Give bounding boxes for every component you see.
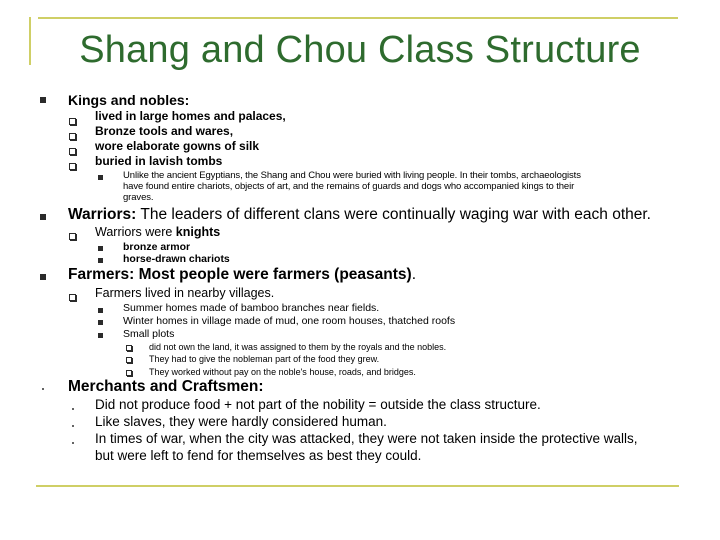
farmers-heading	[68, 266, 416, 284]
frame-top-line	[38, 17, 678, 19]
warriors-heading-bold: Warriors:	[68, 206, 137, 223]
bullet-dot-icon	[72, 408, 74, 410]
farmers-subitem: did not own the land, it was assigned to them by the royals and the nobles.	[149, 342, 447, 352]
warriors-heading-rest: The leaders of different clans were continually waging war with each other.	[136, 206, 651, 223]
bullet-square-icon	[98, 175, 103, 180]
checkbox-bullet-icon	[126, 370, 132, 376]
farmers-item: Winter homes in village made of mud, one room houses, thatched roofs	[123, 315, 456, 327]
bullet-square-icon	[98, 308, 103, 313]
bullet-square-icon	[98, 333, 103, 338]
farmers-item: Summer homes made of bamboo branches near fields.	[123, 302, 380, 314]
warriors-sub	[95, 225, 220, 239]
checkbox-bullet-icon	[69, 294, 76, 301]
farmers-subitem: They worked without pay on the noble's house, roads, and bridges.	[149, 367, 416, 377]
warriors-item: horse-drawn chariots	[123, 253, 230, 265]
farmers-sub: Farmers lived in nearby villages.	[95, 286, 275, 300]
warriors-sub-prefix: Warriors were	[95, 225, 176, 239]
kings-note-line: have found entire chariots, objects of art, and the remains of guards and dogs who accompanied kings to their	[123, 181, 575, 192]
kings-note-line: graves.	[123, 192, 154, 203]
bullet-dot-icon	[42, 388, 44, 390]
merchants-item: Did not produce food + not part of the nobility = outside the class structure.	[95, 397, 541, 412]
kings-heading: Kings and nobles:	[68, 92, 190, 108]
kings-item: lived in large homes and palaces,	[95, 109, 286, 123]
bullet-dot-icon	[72, 425, 74, 427]
frame-bottom-line	[36, 485, 679, 487]
slide-title: Shang and Chou Class Structure	[79, 29, 641, 71]
kings-item: Bronze tools and wares,	[95, 124, 234, 138]
warriors-sub-bold: knights	[175, 225, 221, 239]
merchants-item: Like slaves, they were hardly considered human.	[95, 414, 387, 429]
bullet-square-icon	[40, 274, 46, 280]
bullet-square-icon	[98, 246, 103, 251]
kings-item: buried in lavish tombs	[95, 154, 223, 168]
kings-item: wore elaborate gowns of silk	[95, 139, 260, 153]
checkbox-bullet-icon	[69, 118, 76, 125]
merchants-continuation: but were left to fend for themselves as best they could.	[95, 448, 422, 463]
bullet-square-icon	[40, 214, 46, 220]
kings-note-line: Unlike the ancient Egyptians, the Shang and Chou were buried with living people. In their tombs, archaeologists	[123, 170, 581, 181]
farmers-heading-bold: Farmers: Most people were farmers (peasants)	[68, 266, 412, 283]
bullet-square-icon	[40, 97, 46, 103]
farmers-heading-end: .	[411, 266, 417, 283]
merchants-heading: Merchants and Craftsmen:	[68, 378, 264, 395]
checkbox-bullet-icon	[126, 345, 132, 351]
bullet-square-icon	[98, 258, 103, 263]
warriors-heading	[68, 206, 651, 224]
checkbox-bullet-icon	[69, 163, 76, 170]
checkbox-bullet-icon	[69, 233, 76, 240]
merchants-item: In times of war, when the city was attacked, they were not taken inside the protective walls,	[95, 431, 638, 446]
warriors-item: bronze armor	[123, 241, 191, 253]
bullet-dot-icon	[72, 442, 74, 444]
farmers-item: Small plots	[123, 328, 175, 340]
farmers-subitem: They had to give the nobleman part of the food they grew.	[149, 354, 380, 364]
checkbox-bullet-icon	[69, 148, 76, 155]
checkbox-bullet-icon	[69, 133, 76, 140]
bullet-square-icon	[98, 320, 103, 325]
checkbox-bullet-icon	[126, 357, 132, 363]
